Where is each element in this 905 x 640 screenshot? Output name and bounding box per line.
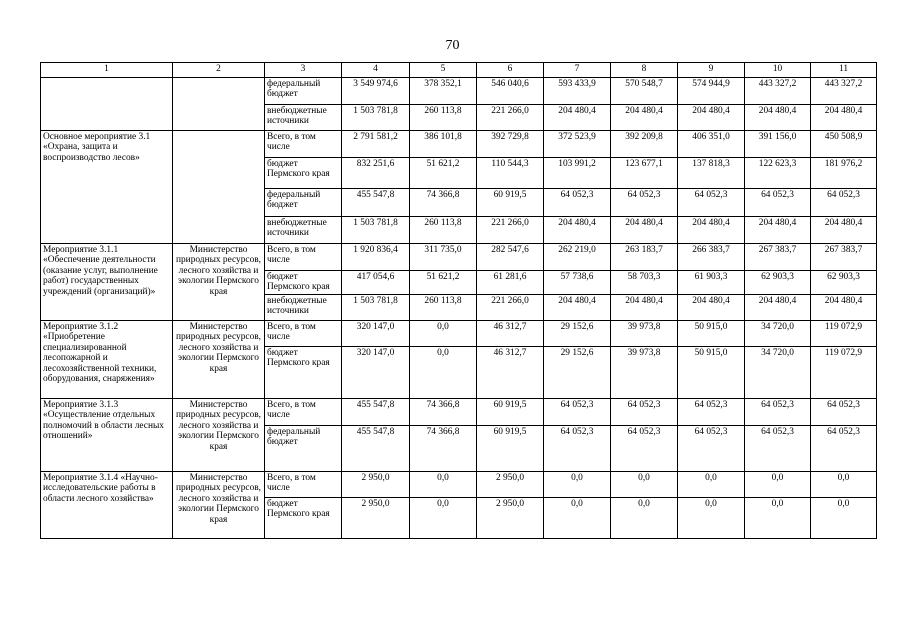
amount-cell: 29 152,6 <box>544 347 611 399</box>
amount-cell: 64 052,3 <box>811 399 877 426</box>
funding-source-cell: бюджет Пермского края <box>265 271 342 295</box>
amount-cell: 1 503 781,8 <box>342 105 410 131</box>
amount-cell: 64 052,3 <box>544 189 611 217</box>
executor-cell: Министерство природных ресурсов, лесного хозяйства и экологии Пермского края <box>173 321 265 399</box>
amount-cell: 103 991,2 <box>544 158 611 189</box>
column-header: 11 <box>811 63 877 78</box>
amount-cell: 204 480,4 <box>611 105 678 131</box>
amount-cell: 0,0 <box>678 498 745 539</box>
amount-cell: 0,0 <box>544 498 611 539</box>
budget-table <box>40 62 877 539</box>
amount-cell: 372 523,9 <box>544 131 611 158</box>
amount-cell: 204 480,4 <box>611 217 678 244</box>
amount-cell: 64 052,3 <box>678 399 745 426</box>
amount-cell: 386 101,8 <box>410 131 477 158</box>
activity-name-cell: Основное мероприятие 3.1 «Охрана, защита и воспроизводство лесов» <box>41 131 173 244</box>
funding-source-cell: внебюджетные источники <box>265 295 342 321</box>
amount-cell: 64 052,3 <box>678 189 745 217</box>
amount-cell: 546 040,6 <box>477 78 544 105</box>
amount-cell: 64 052,3 <box>611 399 678 426</box>
activity-name-cell: Мероприятие 3.1.1 «Обеспечение деятельности (оказание услуг, выполнение работ) государственных учреждений (организаций)» <box>41 244 173 321</box>
amount-cell: 204 480,4 <box>745 295 811 321</box>
amount-cell: 50 915,0 <box>678 347 745 399</box>
amount-cell: 60 919,5 <box>477 426 544 472</box>
table-row <box>41 321 877 347</box>
amount-cell: 443 327,2 <box>745 78 811 105</box>
amount-cell: 282 547,6 <box>477 244 544 271</box>
amount-cell: 60 919,5 <box>477 399 544 426</box>
page-number: 70 <box>445 38 460 53</box>
activity-name-cell <box>41 78 173 131</box>
amount-cell: 204 480,4 <box>544 105 611 131</box>
amount-cell: 593 433,9 <box>544 78 611 105</box>
amount-cell: 204 480,4 <box>811 105 877 131</box>
amount-cell: 1 503 781,8 <box>342 217 410 244</box>
amount-cell: 64 052,3 <box>544 426 611 472</box>
amount-cell: 51 621,2 <box>410 158 477 189</box>
amount-cell: 391 156,0 <box>745 131 811 158</box>
activity-name-cell: Мероприятие 3.1.2 «Приобретение специализированной лесопожарной и лесохозяйственной техники, оборудования, снаряжения» <box>41 321 173 399</box>
amount-cell: 263 183,7 <box>611 244 678 271</box>
amount-cell: 417 054,6 <box>342 271 410 295</box>
amount-cell: 46 312,7 <box>477 321 544 347</box>
amount-cell: 320 147,0 <box>342 347 410 399</box>
funding-source-cell: бюджет Пермского края <box>265 158 342 189</box>
executor-cell <box>173 131 265 244</box>
amount-cell: 204 480,4 <box>811 217 877 244</box>
amount-cell: 2 950,0 <box>342 472 410 498</box>
amount-cell: 64 052,3 <box>611 426 678 472</box>
amount-cell: 204 480,4 <box>544 295 611 321</box>
amount-cell: 74 366,8 <box>410 399 477 426</box>
amount-cell: 51 621,2 <box>410 271 477 295</box>
funding-source-cell: внебюджетные источники <box>265 217 342 244</box>
amount-cell: 64 052,3 <box>745 399 811 426</box>
amount-cell: 266 383,7 <box>678 244 745 271</box>
amount-cell: 574 944,9 <box>678 78 745 105</box>
column-header: 9 <box>678 63 745 78</box>
amount-cell: 392 729,8 <box>477 131 544 158</box>
column-header: 5 <box>410 63 477 78</box>
funding-source-cell: Всего, в том числе <box>265 131 342 158</box>
amount-cell: 378 352,1 <box>410 78 477 105</box>
amount-cell: 64 052,3 <box>745 426 811 472</box>
funding-source-cell: федеральный бюджет <box>265 426 342 472</box>
amount-cell: 62 903,3 <box>745 271 811 295</box>
amount-cell: 50 915,0 <box>678 321 745 347</box>
funding-source-cell: Всего, в том числе <box>265 472 342 498</box>
amount-cell: 123 677,1 <box>611 158 678 189</box>
amount-cell: 267 383,7 <box>811 244 877 271</box>
amount-cell: 0,0 <box>544 472 611 498</box>
amount-cell: 204 480,4 <box>745 105 811 131</box>
amount-cell: 0,0 <box>410 472 477 498</box>
amount-cell: 221 266,0 <box>477 295 544 321</box>
amount-cell: 39 973,8 <box>611 321 678 347</box>
amount-cell: 64 052,3 <box>811 426 877 472</box>
amount-cell: 58 703,3 <box>611 271 678 295</box>
amount-cell: 0,0 <box>811 472 877 498</box>
amount-cell: 221 266,0 <box>477 105 544 131</box>
amount-cell: 0,0 <box>410 347 477 399</box>
funding-source-cell: федеральный бюджет <box>265 78 342 105</box>
amount-cell: 204 480,4 <box>678 295 745 321</box>
amount-cell: 406 351,0 <box>678 131 745 158</box>
executor-cell: Министерство природных ресурсов, лесного хозяйства и экологии Пермского края <box>173 244 265 321</box>
amount-cell: 0,0 <box>410 321 477 347</box>
amount-cell: 64 052,3 <box>611 189 678 217</box>
amount-cell: 34 720,0 <box>745 347 811 399</box>
amount-cell: 832 251,6 <box>342 158 410 189</box>
activity-name-cell: Мероприятие 3.1.3 «Осуществление отдельных полномочий в области лесных отношений» <box>41 399 173 472</box>
amount-cell: 0,0 <box>611 472 678 498</box>
amount-cell: 320 147,0 <box>342 321 410 347</box>
amount-cell: 46 312,7 <box>477 347 544 399</box>
amount-cell: 74 366,8 <box>410 189 477 217</box>
amount-cell: 61 903,3 <box>678 271 745 295</box>
column-header: 7 <box>544 63 611 78</box>
funding-source-cell: Всего, в том числе <box>265 321 342 347</box>
table-row <box>41 244 877 271</box>
amount-cell: 204 480,4 <box>678 105 745 131</box>
amount-cell: 29 152,6 <box>544 321 611 347</box>
table-row <box>41 78 877 105</box>
amount-cell: 455 547,8 <box>342 426 410 472</box>
amount-cell: 443 327,2 <box>811 78 877 105</box>
amount-cell: 0,0 <box>678 472 745 498</box>
amount-cell: 311 735,0 <box>410 244 477 271</box>
amount-cell: 267 383,7 <box>745 244 811 271</box>
funding-source-cell: федеральный бюджет <box>265 189 342 217</box>
amount-cell: 2 950,0 <box>477 472 544 498</box>
amount-cell: 0,0 <box>410 498 477 539</box>
amount-cell: 0,0 <box>745 498 811 539</box>
amount-cell: 122 623,3 <box>745 158 811 189</box>
amount-cell: 119 072,9 <box>811 347 877 399</box>
funding-source-cell: внебюджетные источники <box>265 105 342 131</box>
funding-source-cell: бюджет Пермского края <box>265 347 342 399</box>
executor-cell <box>173 78 265 131</box>
executor-cell: Министерство природных ресурсов, лесного хозяйства и экологии Пермского края <box>173 399 265 472</box>
amount-cell: 0,0 <box>611 498 678 539</box>
column-header: 10 <box>745 63 811 78</box>
amount-cell: 2 950,0 <box>477 498 544 539</box>
amount-cell: 39 973,8 <box>611 347 678 399</box>
amount-cell: 2 791 581,2 <box>342 131 410 158</box>
funding-source-cell: Всего, в том числе <box>265 244 342 271</box>
table-body <box>41 78 877 539</box>
amount-cell: 119 072,9 <box>811 321 877 347</box>
column-header: 4 <box>342 63 410 78</box>
amount-cell: 570 548,7 <box>611 78 678 105</box>
column-header: 1 <box>41 63 173 78</box>
amount-cell: 64 052,3 <box>544 399 611 426</box>
table-row <box>41 399 877 426</box>
amount-cell: 204 480,4 <box>811 295 877 321</box>
amount-cell: 64 052,3 <box>745 189 811 217</box>
amount-cell: 64 052,3 <box>678 426 745 472</box>
amount-cell: 260 113,8 <box>410 295 477 321</box>
amount-cell: 392 209,8 <box>611 131 678 158</box>
amount-cell: 260 113,8 <box>410 217 477 244</box>
amount-cell: 181 976,2 <box>811 158 877 189</box>
amount-cell: 204 480,4 <box>611 295 678 321</box>
amount-cell: 260 113,8 <box>410 105 477 131</box>
amount-cell: 57 738,6 <box>544 271 611 295</box>
column-header: 6 <box>477 63 544 78</box>
amount-cell: 60 919,5 <box>477 189 544 217</box>
amount-cell: 74 366,8 <box>410 426 477 472</box>
amount-cell: 450 508,9 <box>811 131 877 158</box>
amount-cell: 64 052,3 <box>811 189 877 217</box>
funding-source-cell: Всего, в том числе <box>265 399 342 426</box>
column-header: 2 <box>173 63 265 78</box>
amount-cell: 34 720,0 <box>745 321 811 347</box>
column-header: 3 <box>265 63 342 78</box>
amount-cell: 3 549 974,6 <box>342 78 410 105</box>
amount-cell: 1 503 781,8 <box>342 295 410 321</box>
amount-cell: 62 903,3 <box>811 271 877 295</box>
table-header-row <box>41 63 877 78</box>
amount-cell: 0,0 <box>745 472 811 498</box>
amount-cell: 262 219,0 <box>544 244 611 271</box>
activity-name-cell: Мероприятие 3.1.4 «Научно-исследовательские работы в области лесного хозяйства» <box>41 472 173 539</box>
amount-cell: 1 920 836,4 <box>342 244 410 271</box>
table-row <box>41 472 877 498</box>
table-row <box>41 131 877 158</box>
amount-cell: 204 480,4 <box>544 217 611 244</box>
column-header: 8 <box>611 63 678 78</box>
amount-cell: 455 547,8 <box>342 399 410 426</box>
amount-cell: 204 480,4 <box>745 217 811 244</box>
executor-cell: Министерство природных ресурсов, лесного хозяйства и экологии Пермского края <box>173 472 265 539</box>
amount-cell: 61 281,6 <box>477 271 544 295</box>
amount-cell: 455 547,8 <box>342 189 410 217</box>
amount-cell: 221 266,0 <box>477 217 544 244</box>
funding-source-cell: бюджет Пермского края <box>265 498 342 539</box>
amount-cell: 204 480,4 <box>678 217 745 244</box>
amount-cell: 0,0 <box>811 498 877 539</box>
amount-cell: 137 818,3 <box>678 158 745 189</box>
amount-cell: 2 950,0 <box>342 498 410 539</box>
amount-cell: 110 544,3 <box>477 158 544 189</box>
